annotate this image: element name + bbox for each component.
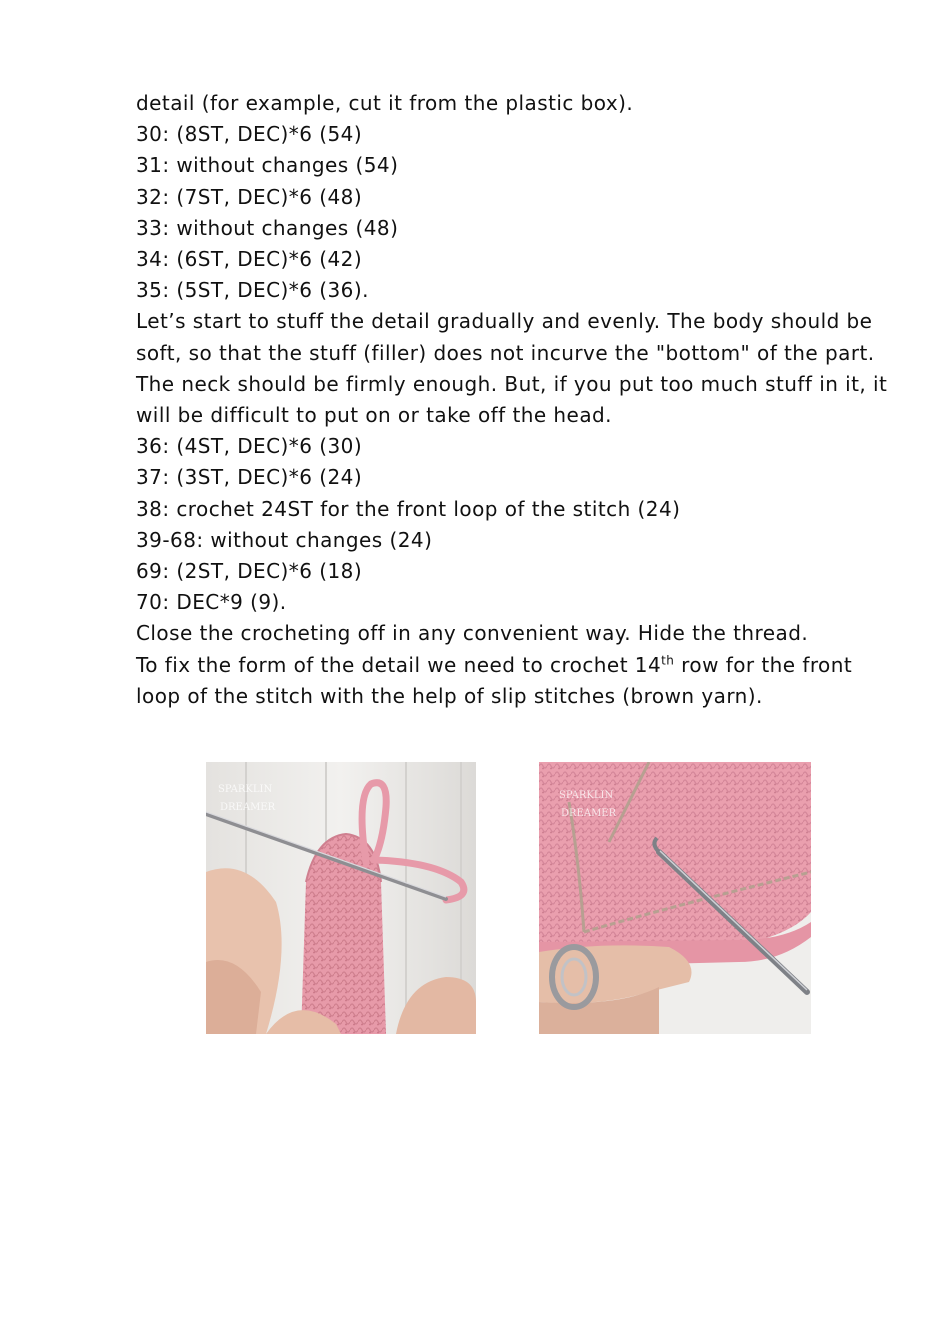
photo-slip-stitch-with-hook bbox=[539, 762, 811, 1034]
row-34: 34: (6ST, DEC)*6 (42) bbox=[136, 247, 363, 272]
fix-form-paragraph bbox=[136, 650, 896, 712]
row-32: 32: (7ST, DEC)*6 (48) bbox=[136, 184, 363, 209]
row-37: 37: (3ST, DEC)*6 (24) bbox=[136, 465, 363, 490]
row-31: 31: without changes (54) bbox=[136, 153, 399, 178]
ordinal-superscript: th bbox=[661, 653, 675, 667]
photo-needle-through-neck bbox=[206, 762, 476, 1034]
close-off-line: Close the crocheting off in any convenient way. Hide the thread. bbox=[136, 621, 809, 646]
rows-39-68: 39-68: without changes (24) bbox=[136, 527, 433, 552]
fix-form-text-start: To fix the form of the detail we need to crochet 14 bbox=[136, 652, 662, 677]
watermark-logo: DREAMER bbox=[561, 808, 617, 819]
row-69: 69: (2ST, DEC)*6 (18) bbox=[136, 559, 363, 584]
watermark-logo: DREAMER bbox=[220, 802, 276, 813]
row-35: 35: (5ST, DEC)*6 (36). bbox=[136, 278, 369, 303]
watermark-logo: SPARKLIN bbox=[559, 790, 614, 801]
text-line: detail (for example, cut it from the plastic box). bbox=[136, 91, 634, 115]
row-70: 70: DEC*9 (9). bbox=[136, 590, 287, 615]
row-36: 36: (4ST, DEC)*6 (30) bbox=[136, 434, 363, 459]
row-38: 38: crochet 24ST for the front loop of the stitch (24) bbox=[136, 496, 681, 521]
row-33: 33: without changes (48) bbox=[136, 215, 399, 240]
fix-form-text-end: row for the front loop of the stitch with the help of slip stitches (brown yarn). bbox=[136, 652, 853, 708]
pattern-text bbox=[136, 88, 896, 712]
watermark-logo: SPARKLIN bbox=[218, 784, 273, 795]
row-30: 30: (8ST, DEC)*6 (54) bbox=[136, 122, 363, 147]
stuffing-paragraph: Let’s start to stuff the detail gradually and evenly. The body should be soft, so that the stuff (filler) does not incurve the "bottom" of the part. The neck should be firmly enough. But, if you put too much stuff in it, it will be difficult to put on or take off the head. bbox=[136, 309, 888, 428]
